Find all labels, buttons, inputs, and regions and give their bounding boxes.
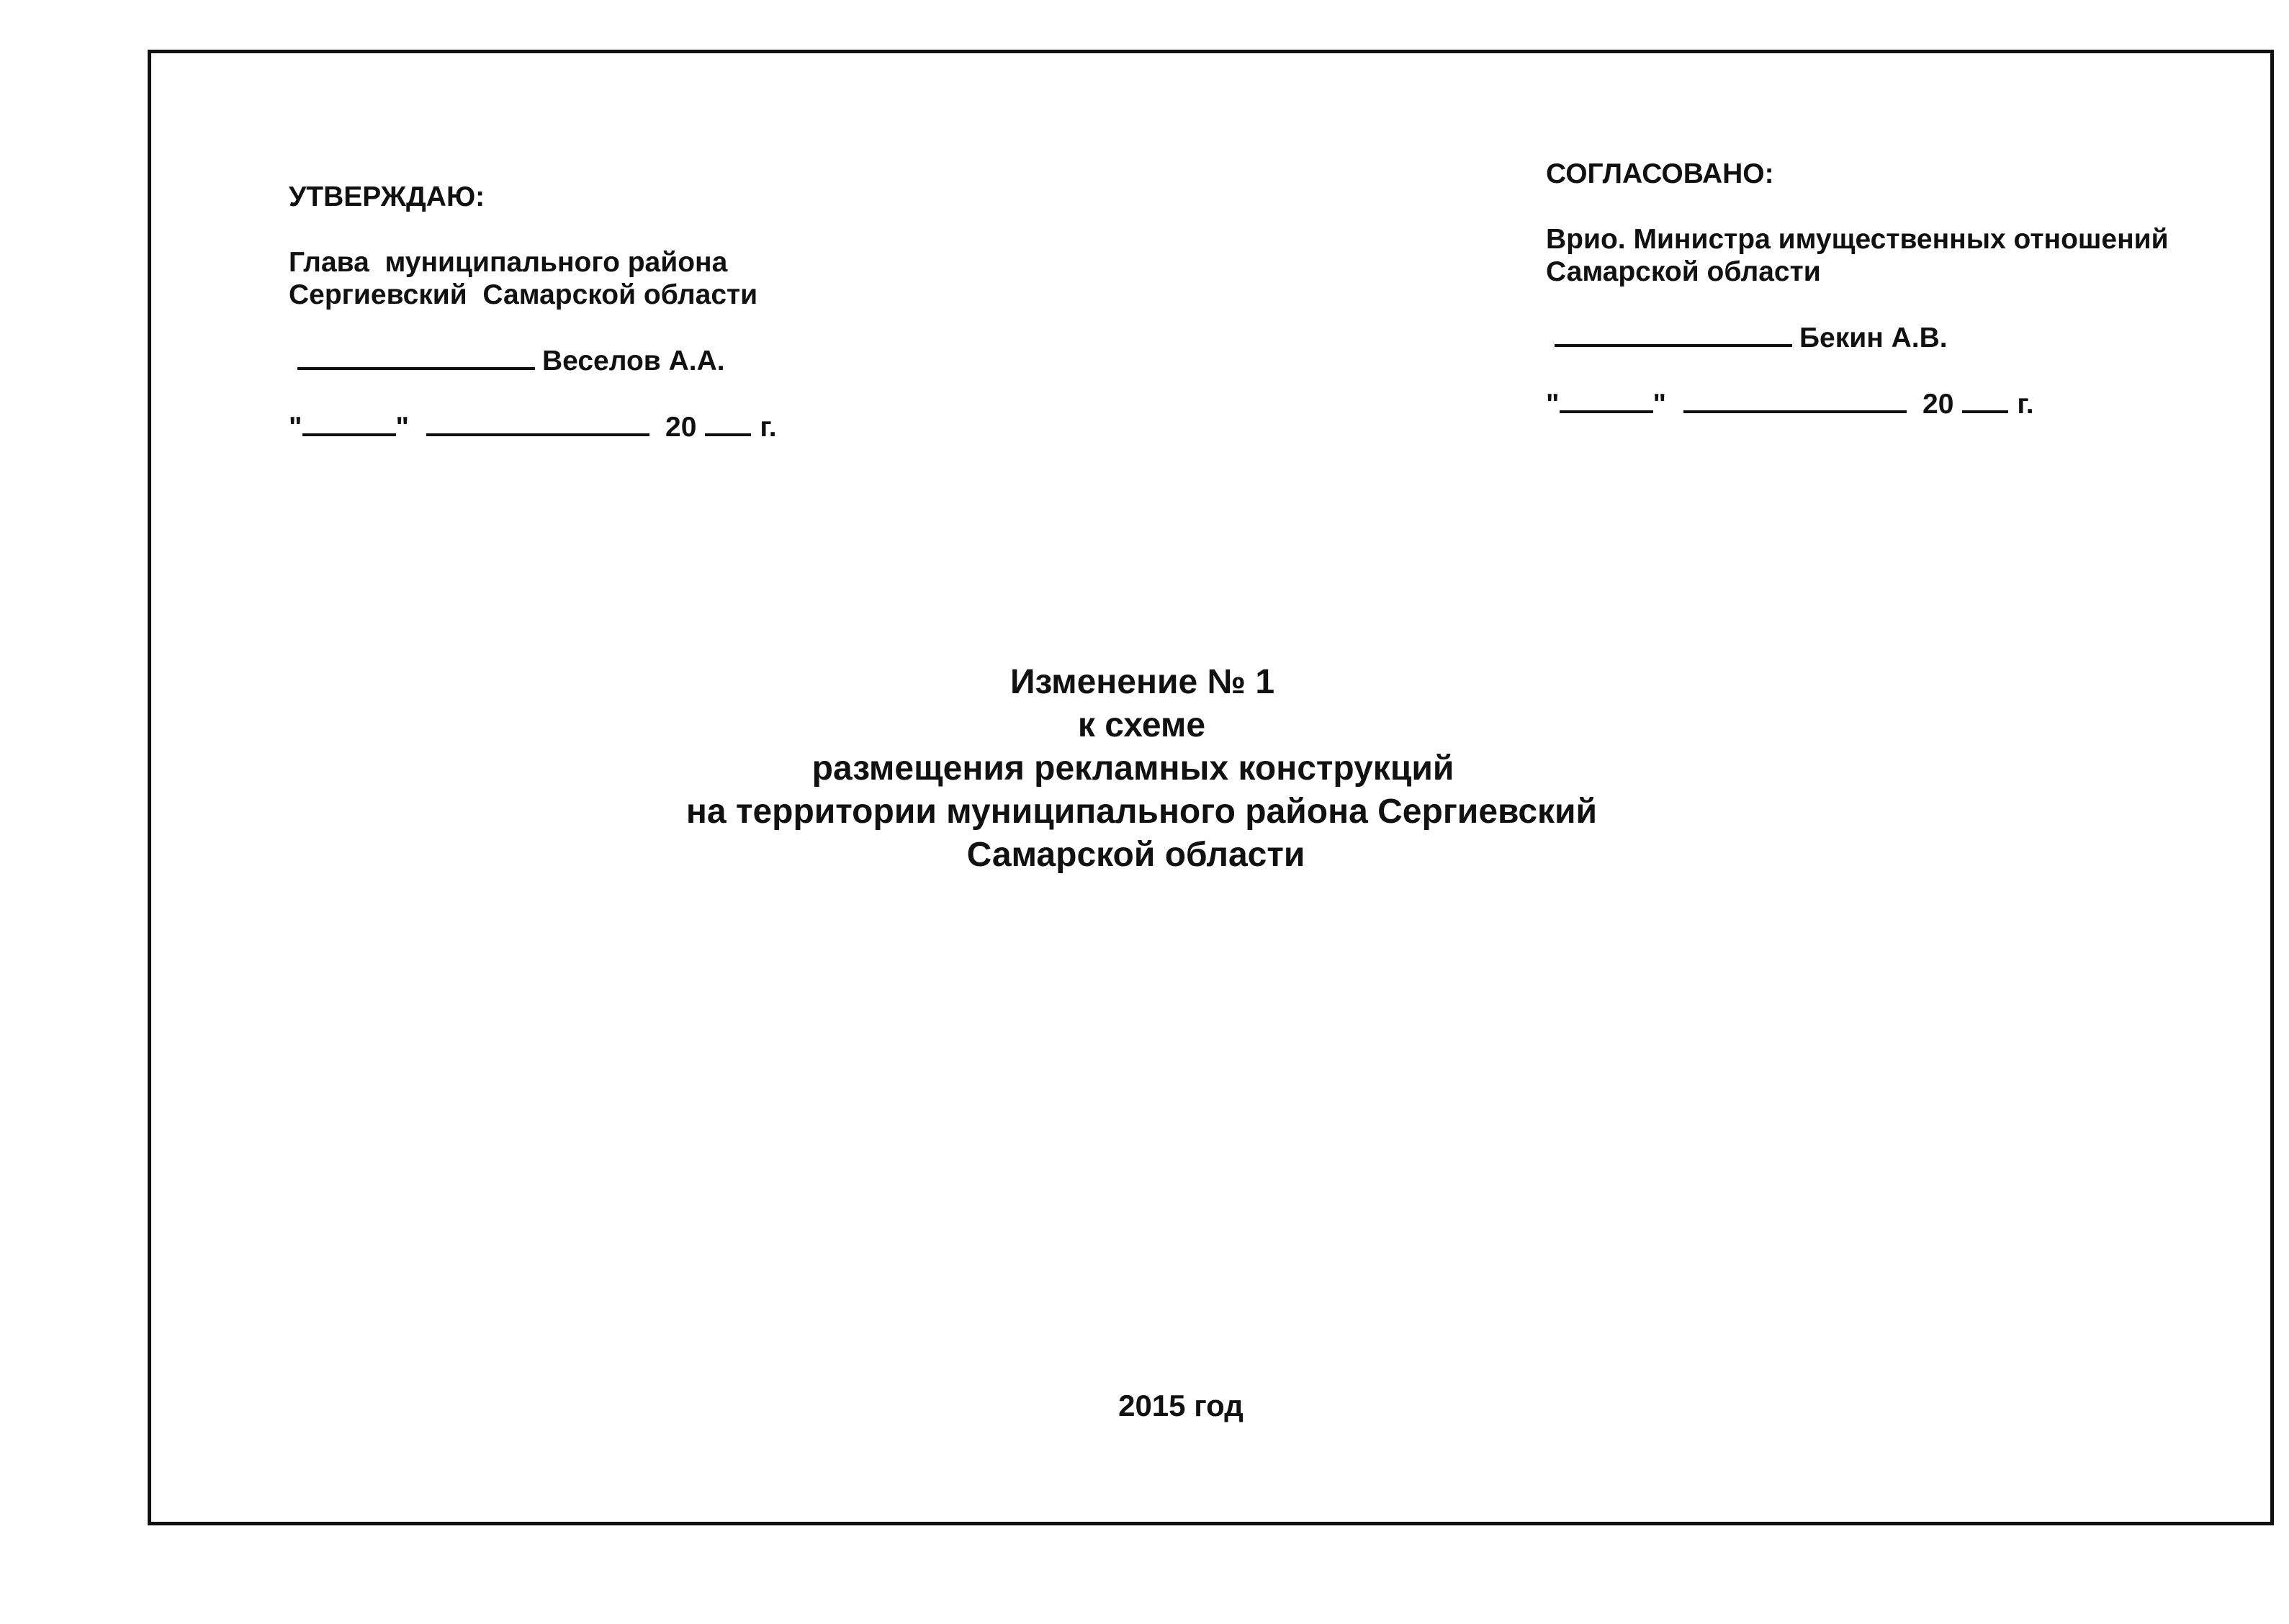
date-year-prefix: 20 — [665, 412, 697, 443]
signature-line — [297, 344, 535, 370]
date-month-line — [1683, 387, 1907, 413]
date-quote-close: " — [1652, 389, 1666, 420]
spacer — [289, 377, 777, 410]
approval-signature-row — [289, 344, 777, 377]
agreement-signatory: Бекин А.В. — [1799, 322, 1948, 353]
spacer — [289, 311, 777, 344]
spacer — [1546, 288, 2169, 321]
date-day-line — [302, 410, 396, 436]
spacer — [289, 213, 777, 246]
signature-line — [1555, 321, 1792, 347]
date-month-line — [426, 410, 649, 436]
approval-block — [289, 181, 777, 443]
approval-date-row — [289, 410, 777, 443]
date-day-line — [1560, 387, 1653, 413]
agreement-block — [1546, 158, 2169, 420]
agreement-date-row — [1546, 387, 2169, 420]
document-title — [0, 661, 2289, 877]
agreement-heading: СОГЛАСОВАНО: — [1546, 158, 1774, 189]
document-year: 2015 год — [1118, 1389, 1244, 1422]
date-quote-close: " — [395, 412, 409, 443]
approval-signatory: Веселов А.А. — [542, 346, 725, 376]
date-year-prefix: 20 — [1923, 389, 1954, 420]
date-year-suffix: г. — [760, 412, 777, 443]
date-quote-open: " — [289, 412, 302, 443]
approval-position-line2: Сергиевский Самарской области — [289, 279, 758, 310]
agreement-position-line1: Врио. Министра имущественных отношений — [1546, 224, 2169, 255]
approval-position-line1: Глава муниципального района — [289, 247, 728, 278]
date-year-line — [1962, 387, 2008, 413]
title-line1: Изменение № 1 — [1009, 663, 1275, 701]
approval-heading: УТВЕРЖДАЮ: — [289, 181, 485, 212]
date-quote-open: " — [1546, 389, 1560, 420]
date-year-suffix: г. — [2017, 389, 2034, 420]
title-line5: Самарской области — [966, 836, 1305, 874]
spacer — [1546, 354, 2169, 387]
title-line4: на территории муниципального района Сергиевский — [685, 793, 1598, 831]
date-year-line — [705, 410, 751, 436]
title-line2: к схеме — [1077, 706, 1206, 744]
agreement-position-line2: Самарской области — [1546, 256, 1821, 287]
title-line3: размещения рекламных конструкций — [811, 749, 1454, 788]
agreement-signature-row — [1546, 321, 2169, 354]
spacer — [1546, 190, 2169, 223]
